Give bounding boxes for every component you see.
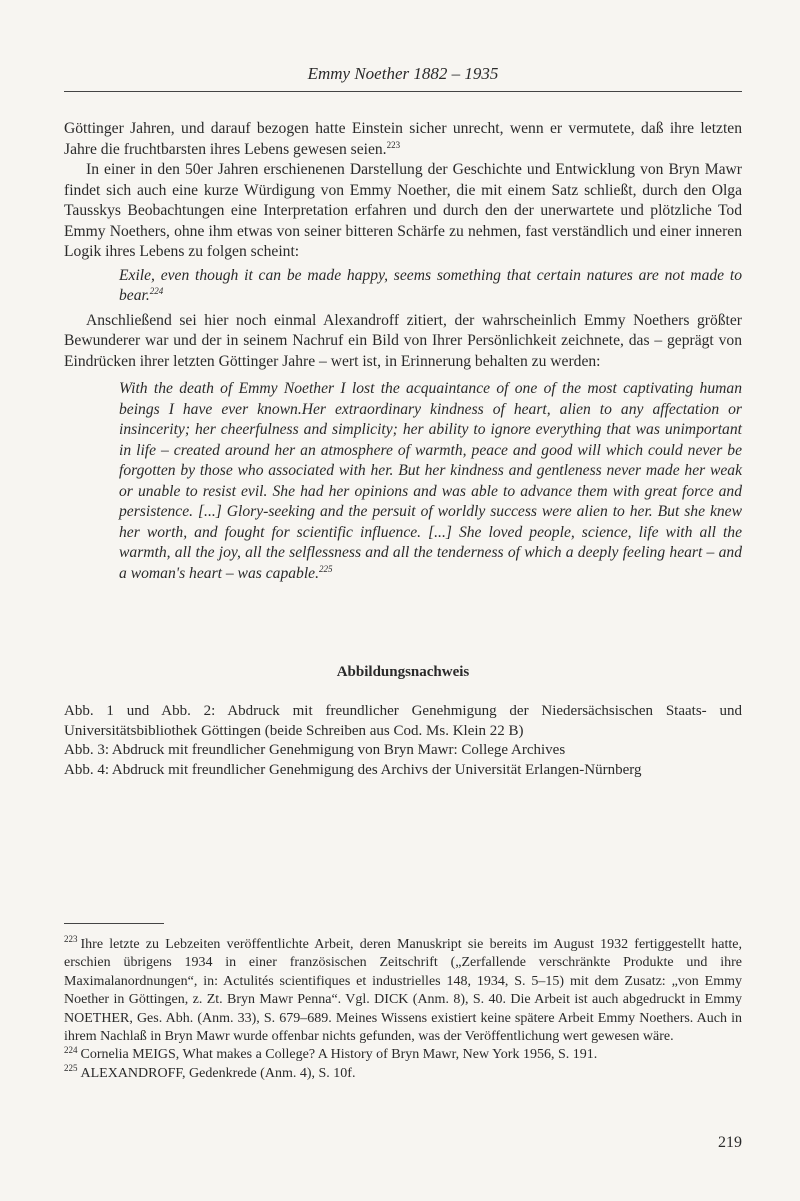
running-head: Emmy Noether 1882 – 1935 [307,64,499,83]
paragraph-1 [64,119,742,160]
footnote-225 [64,1065,742,1083]
header-rule [64,91,742,92]
credit-line: Abb. 3: Abdruck mit freundlicher Genehmigung von Bryn Mawr: College Archives [64,742,566,758]
footnote-ref-224[interactable]: 224 [149,285,164,296]
footnote-number: 225 [64,1063,78,1074]
footnote-number: 223 [64,934,78,945]
footnote-text: Ihre letzte zu Lebzeiten veröffentlichte Arbeit, deren Manuskript sie bereits im August 1932 fertiggestellt hatte, erschien übrigens 1934 in einer französischen Zeitschrift („Zerfallende verschränkte Produkte und ihre Maximalanordnungen“, in: Actulités scientifiques et industrielles 148, 1934, S. 5–15) mit dem Zusatz: „von Emmy Noether in Göttingen, z. Zt. Bryn Mawr Penna“. Vgl. DICK (Anm. 8), S. 40. Die Arbeit ist auch abgedruckt in Emmy NOETHER, Ges. Abh. (Anm. 33), S. 679–689. Meines Wissens existiert keine spätere Arbeit Emmy Noethers. Auch in ihrem Nachlaß in Bryn Mawr wurde offenbar nichts gefunden, was der Veröffentlichung wert gewesen wäre. [64,937,742,1045]
body-text [64,119,742,584]
footnote-ref-223[interactable]: 223 [386,139,401,150]
credit-line: Abb. 4: Abdruck mit freundlicher Genehmigung des Archivs der Universität Erlangen-Nürnberg [64,761,642,778]
book-page [64,0,742,1201]
block-quote-alexandroff [64,379,742,584]
footnote-223 [64,936,742,1046]
section-title-credits: Abbildungsnachweis [336,664,470,680]
footnotes [64,936,742,1083]
paragraph-2: In einer in den 50er Jahren erschienenen Darstellung der Geschichte und Entwicklung von Bryn Mawr findet sich auch eine kurze Würdigung von Emmy Noether, die mit einem Satz schließt, durch den Olga Tausskys Beobachtungen eine Interpretation erfahren und durch den der unerwartete und plötzliche Tod Emmy Noethers, ohne ihm etwas von seiner bitteren Schärfe zu nehmen, fast verständlich und einer inneren Logik ihres Lebens zu folgen scheint: [64,161,742,260]
quote-alexandroff-text: With the death of Emmy Noether I lost the acquaintance of one of the most captivating human beings I have ever known.Her extraordinary kindness of heart, alien to any affectation or insincerity; her cheerfulness and simplicity; her ability to ignore everything that was unimportant in life – created around her an atmosphere of warmth, peace and good will which could never be forgotten by those who associated with her. But her kindness and gentleness never made her weak or unable to resist evil. She had her opinions and was able to advance them with great force and persistence. [...] Glory-seeking and the persuit of worldly success were alien to her. But she knew her worth, and fought for scientific influence. [...] She loved people, science, life with all the warmth, all the joy, all the selflessness and all the tenderness of which a deeply feeling heart – and a woman's heart – was capable. [119,380,742,582]
quote-meigs-text: Exile, even though it can be made happy, seems something that certain natures are not made to bear. [119,266,742,304]
image-credits [64,702,742,780]
footnote-number: 224 [64,1044,78,1055]
footnote-rule [64,923,164,924]
footnote-text: ALEXANDROFF, Gedenkrede (Anm. 4), S. 10f. [80,1065,356,1081]
page-number: 219 [718,1134,742,1151]
credit-line: Abb. 1 und Abb. 2: Abdruck mit freundlicher Genehmigung der Niedersächsischen Staats- und Universitätsbibliothek Göttingen (beide Schreiben aus Cod. Ms. Klein 22 B) [64,703,742,739]
block-quote-meigs [64,266,742,307]
footnote-224 [64,1046,742,1064]
footnote-ref-225[interactable]: 225 [319,563,333,574]
footnote-text: Cornelia MEIGS, What makes a College? A History of Bryn Mawr, New York 1956, S. 191. [80,1047,598,1063]
paragraph-1-text: Göttinger Jahren, und darauf bezogen hatte Einstein sicher unrecht, wenn er vermutete, daß ihre letzten Jahre die fruchtbarsten ihres Lebens gewesen seien. [64,120,742,158]
paragraph-3: Anschließend sei hier noch einmal Alexandroff zitiert, der wahrscheinlich Emmy Noethers größter Bewunderer war und der in seinem Nachruf ein Bild von Ihrer Persönlichkeit zeichnete, das – geprägt von Eindrücken ihrer letzten Göttinger Jahre – wert ist, in Erinnerung behalten zu werden: [64,311,742,370]
